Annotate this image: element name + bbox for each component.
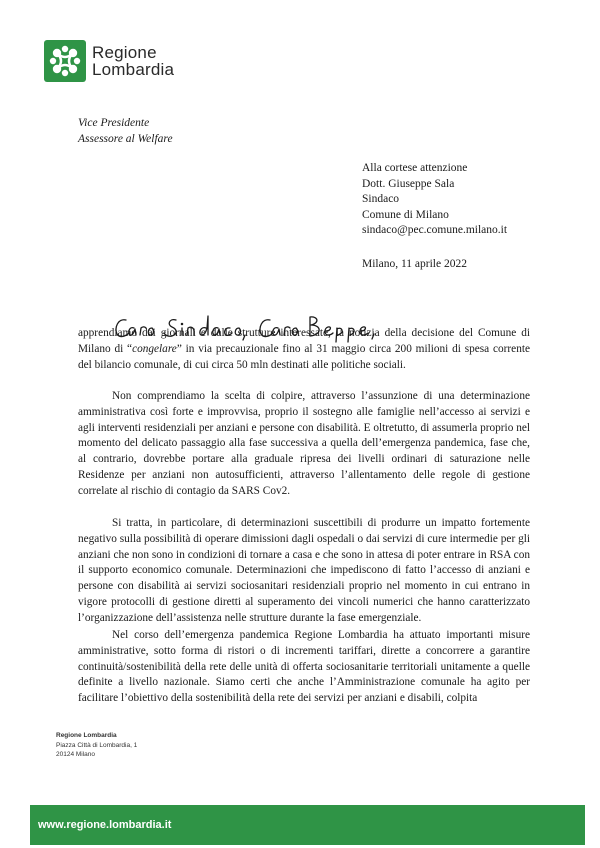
paragraph-1 bbox=[78, 326, 530, 373]
paragraph-1-start: apprendiamo dai giornali e dalle strutture interessate, la notizia della decisione del Comune di Milano di “ bbox=[78, 327, 530, 355]
brand-name-line2: Lombardia bbox=[92, 60, 175, 79]
paragraph-4 bbox=[78, 628, 530, 707]
recipient-attention: Alla cortese attenzione bbox=[362, 162, 468, 174]
footer-website: www.regione.lombardia.it bbox=[38, 819, 172, 831]
paragraph-2-text: Non comprendiamo la scelta di colpire, attraverso l’assunzione di una determinazione amministrativa così forte e improvvisa, proprio il sostegno alle famiglie nell’accesso ai servizi e agli interventi residenziali per anziani e persone con disabilità. E oltretutto, di assumerla proprio nel momento del delicato passaggio alla fase successiva a quella dell’emergenza pandemica, fase che, al contrario, dovrebbe portare alla graduale ripresa dei livelli ordinari di saturazione nelle Residenze per anziani non autosufficienti, attraverso l’allentamento delle regole di gestione correlate al rischio di contagio da SARS Cov2. bbox=[78, 390, 530, 497]
sender-office bbox=[78, 115, 173, 147]
paragraph-1-emphasis: congelare bbox=[132, 342, 177, 355]
lombardy-rose-logo-icon bbox=[44, 40, 86, 82]
brand-name bbox=[92, 44, 174, 78]
brand-name-line1: Regione bbox=[92, 43, 157, 62]
footer-address bbox=[56, 731, 137, 760]
recipient-org: Comune di Milano bbox=[362, 208, 449, 221]
letter-date: Milano, 11 aprile 2022 bbox=[362, 258, 467, 270]
paragraph-3-text: Si tratta, in particolare, di determinazioni suscettibili di produrre un impatto fortemente negativo sulla possibilità di operare dimissioni dagli ospedali o dai servizi di cure intermedie per gli anziani che non sono in condizioni di tornare a casa e che sono in attesa di poter entrare in RSA con il supporto economico comunale. Determinazioni che impediscono di fatto l’accesso di anziani e persone con disabilità ai servizi sociosanitari residenziali proprio nel momento in cui entrano in vigore protocolli di gestione diretti al superamento dei vincoli numerici che hanno caratterizzato l’organizzazione dell’assistenza nelle strutture durante la fase emergenziale. bbox=[78, 517, 530, 624]
recipient-role: Sindaco bbox=[362, 193, 400, 205]
paragraph-1-end: ” in via precauzionale fino al 31 maggio circa 200 milioni di spesa corrente del bilancio comunale, di cui circa 50 mln destinati alle politiche sociali. bbox=[78, 342, 530, 371]
paragraph-3 bbox=[78, 516, 530, 627]
footer-city: 20124 Milano bbox=[56, 751, 96, 758]
sender-title: Vice Presidente bbox=[78, 117, 150, 129]
footer-street: Piazza Città di Lombardia, 1 bbox=[56, 741, 138, 749]
paragraph-2 bbox=[78, 389, 530, 500]
footer-org: Regione Lombardia bbox=[56, 732, 117, 739]
footer-bar bbox=[30, 805, 585, 845]
recipient-block bbox=[362, 161, 507, 239]
recipient-name: Dott. Giuseppe Sala bbox=[362, 177, 455, 190]
sender-department: Assessore al Welfare bbox=[78, 133, 173, 145]
recipient-email: sindaco@pec.comune.milano.it bbox=[362, 224, 508, 236]
brand-logo bbox=[44, 40, 174, 82]
paragraph-4-text: Nel corso dell’emergenza pandemica Regione Lombardia ha attuato importanti misure amministrative, sotto forma di ristori o di incrementi tariffari, dirette a concorrere a garantire continuità/sostenibilità della rete delle unità di offerta sociosanitarie territoriali unitamente a quelle definite a livello nazionale. Siamo certi che anche l’Amministrazione comunale ha agito per facilitare l’obiettivo della sostenibilità della rete dei servizi per anziani e disabili, colpita bbox=[78, 629, 530, 705]
